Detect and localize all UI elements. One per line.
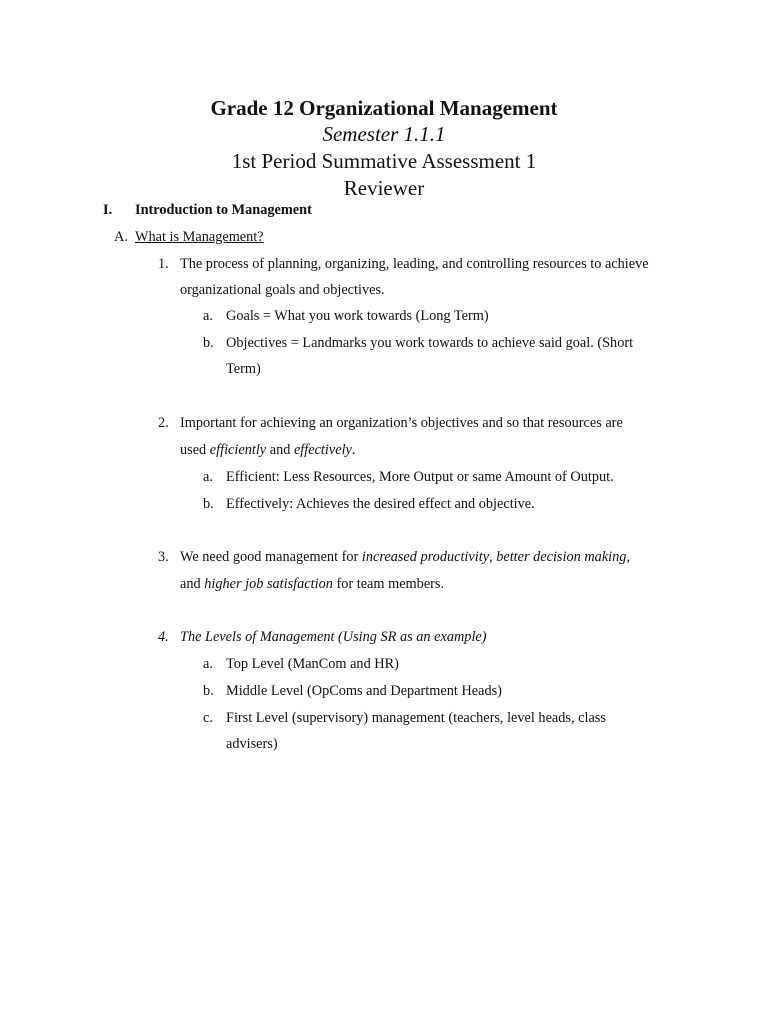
item-3-line-1-mid: , <box>489 549 497 565</box>
item-3-increased-productivity: increased productivity <box>361 549 490 565</box>
item-4c-line-2: advisers) <box>226 736 278 752</box>
item-2-effectively: effectively <box>293 442 352 458</box>
section-title: Introduction to Management <box>135 202 312 218</box>
item-3-better-decision-making: better decision making <box>496 549 627 565</box>
item-2-efficiently: efficiently <box>209 442 267 458</box>
assessment-title: 1st Period Summative Assessment 1 <box>231 149 537 173</box>
subsection-title: What is Management? <box>135 229 264 245</box>
item-4-number: 4. <box>158 629 169 645</box>
item-2-line-2-mid: and <box>266 442 294 458</box>
item-2b-text: Effectively: Achieves the desired effect and objective. <box>226 496 535 512</box>
item-3-line-1-post: , <box>626 549 631 565</box>
item-3-line-1 <box>180 547 630 567</box>
item-3-line-2 <box>180 574 444 594</box>
item-3-number: 3. <box>158 549 169 565</box>
item-1-number: 1. <box>158 256 169 272</box>
item-4b-letter: b. <box>203 683 214 699</box>
item-1b-line-1: Objectives = Landmarks you work towards to achieve said goal. (Short <box>226 335 634 351</box>
item-4a-text: Top Level (ManCom and HR) <box>226 656 399 672</box>
item-2-line-2-pre: used <box>180 442 210 458</box>
item-4-title: The Levels of Management (Using SR as an example) <box>180 629 487 645</box>
semester-label: Semester 1.1.1 <box>322 122 446 146</box>
item-4c-line-1: First Level (supervisory) management (teachers, level heads, class <box>226 710 606 726</box>
item-2-line-2-post: . <box>351 442 356 458</box>
section-numeral: I. <box>103 202 113 218</box>
item-2-number: 2. <box>158 415 169 431</box>
item-3-line-1-pre: We need good management for <box>180 549 362 565</box>
item-2-line-1: Important for achieving an organization’s objectives and so that resources are <box>180 415 623 431</box>
item-2-line-2 <box>180 440 355 460</box>
item-3-higher-job-satisfaction: higher job satisfaction <box>204 576 333 592</box>
item-1-line-2: organizational goals and objectives. <box>180 282 385 298</box>
item-4a-letter: a. <box>203 656 213 672</box>
item-3-line-2-post: for team members. <box>332 576 445 592</box>
item-2b-letter: b. <box>203 496 214 512</box>
item-4b-text: Middle Level (OpComs and Department Heads) <box>226 683 502 699</box>
subsection-letter: A. <box>114 229 128 245</box>
item-2a-text: Efficient: Less Resources, More Output or same Amount of Output. <box>226 469 614 485</box>
document-title: Grade 12 Organizational Management <box>210 96 558 120</box>
item-4c-letter: c. <box>203 710 213 726</box>
item-2a-letter: a. <box>203 469 213 485</box>
item-1b-letter: b. <box>203 335 214 351</box>
item-1a-text: Goals = What you work towards (Long Term) <box>226 308 489 324</box>
item-3-line-2-pre: and <box>180 576 205 592</box>
item-1a-letter: a. <box>203 308 213 324</box>
item-1-line-1: The process of planning, organizing, leading, and controlling resources to achieve <box>180 256 649 272</box>
reviewer-label: Reviewer <box>343 176 425 200</box>
item-1b-line-2: Term) <box>226 361 261 377</box>
